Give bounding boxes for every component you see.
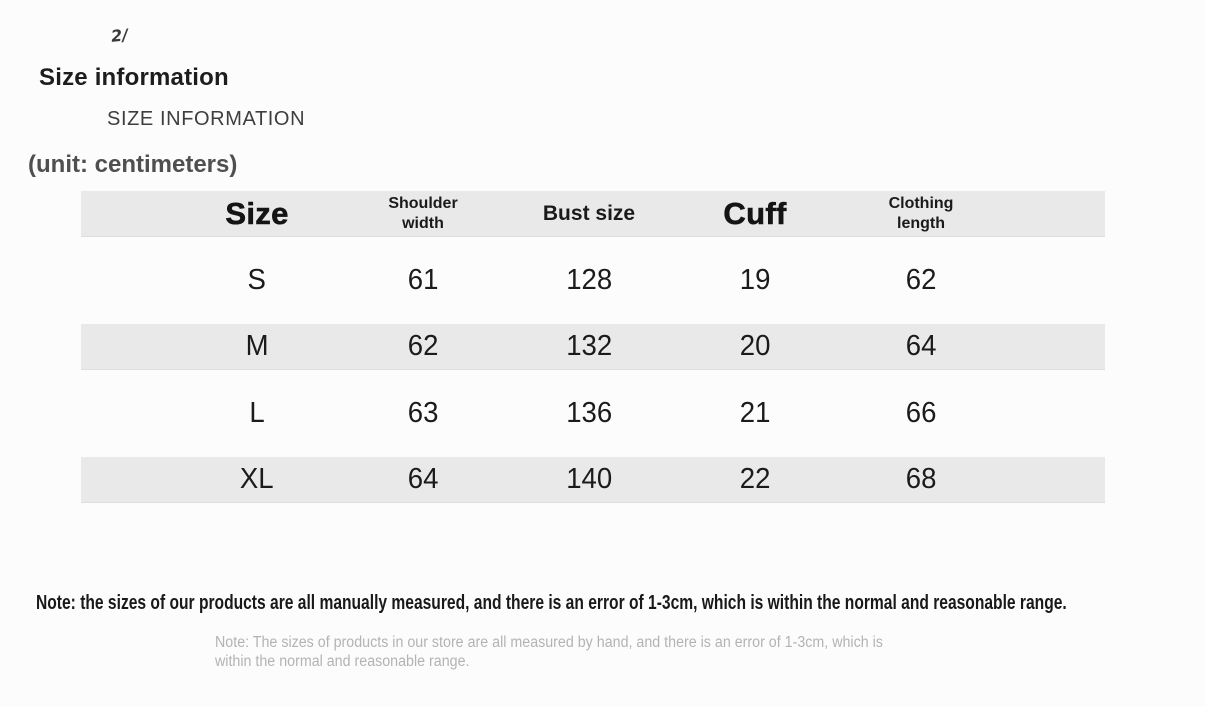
size-value: XL <box>240 463 274 496</box>
cell-size <box>174 330 340 363</box>
column-header-size-label: Size <box>225 195 289 231</box>
table-row-s <box>81 258 1105 304</box>
cell-bust-size <box>506 330 672 363</box>
shoulder-width-value: 62 <box>407 330 439 363</box>
table-row-xl <box>81 457 1105 503</box>
column-header-shoulder-width <box>340 194 506 234</box>
cuff-value: 21 <box>739 397 771 430</box>
cell-clothing-length <box>838 463 1004 496</box>
shoulder-width-value: 63 <box>407 397 439 430</box>
cuff-value: 22 <box>739 463 771 496</box>
bust-size-value: 136 <box>566 397 612 430</box>
clothing-length-value: 62 <box>905 264 937 297</box>
cell-shoulder-width <box>340 264 506 297</box>
cell-size <box>174 397 340 430</box>
cell-shoulder-width <box>340 330 506 363</box>
size-value: S <box>247 264 267 297</box>
bust-size-value: 128 <box>566 264 612 297</box>
cuff-value: 19 <box>739 264 771 297</box>
cell-clothing-length <box>838 264 1004 297</box>
page-subtitle: SIZE INFORMATION <box>107 108 306 130</box>
page-title: Size information <box>39 64 229 91</box>
bust-size-value: 140 <box>566 463 612 496</box>
note-secondary <box>215 633 883 671</box>
column-header-clothing-length-label: Clothing length <box>888 194 954 232</box>
table-row-l <box>81 391 1105 437</box>
shoulder-width-value: 64 <box>407 463 439 496</box>
size-value: L <box>249 397 265 430</box>
cell-cuff <box>672 397 838 430</box>
column-header-shoulder-width-label: Shoulder width <box>388 194 458 232</box>
cuff-value: 20 <box>739 330 771 363</box>
cell-cuff <box>672 330 838 363</box>
cell-bust-size <box>506 264 672 297</box>
note-secondary-line-2: within the normal and reasonable range. <box>215 653 470 670</box>
page-watermark: 2/ <box>110 25 129 46</box>
clothing-length-value: 66 <box>905 397 937 430</box>
unit-label: (unit: centimeters) <box>28 151 238 178</box>
cell-clothing-length <box>838 330 1004 363</box>
cell-size <box>174 463 340 496</box>
cell-shoulder-width <box>340 463 506 496</box>
column-header-cuff-label: Cuff <box>723 195 787 231</box>
clothing-length-value: 64 <box>905 330 937 363</box>
cell-bust-size <box>506 397 672 430</box>
size-value: M <box>245 330 269 363</box>
column-header-bust-size-label: Bust size <box>542 201 636 225</box>
shoulder-width-value: 61 <box>407 264 439 297</box>
column-header-size <box>174 196 340 232</box>
table-row-m <box>81 324 1105 370</box>
cell-size <box>174 264 340 297</box>
cell-cuff <box>672 264 838 297</box>
cell-shoulder-width <box>340 397 506 430</box>
note-secondary-line-1: Note: The sizes of products in our store are all measured by hand, and there is an error of 1-3cm, which is <box>215 634 883 651</box>
bust-size-value: 132 <box>566 330 612 363</box>
cell-bust-size <box>506 463 672 496</box>
cell-clothing-length <box>838 397 1004 430</box>
size-table <box>81 191 1105 503</box>
table-header-row <box>81 191 1105 237</box>
column-header-cuff <box>672 196 838 232</box>
cell-cuff <box>672 463 838 496</box>
clothing-length-value: 68 <box>905 463 937 496</box>
column-header-bust-size <box>506 202 672 226</box>
note-primary: Note: the sizes of our products are all manually measured, and there is an error of 1-3cm, which is within the normal and reasonable range. <box>36 592 1067 614</box>
column-header-clothing-length <box>838 194 1004 234</box>
